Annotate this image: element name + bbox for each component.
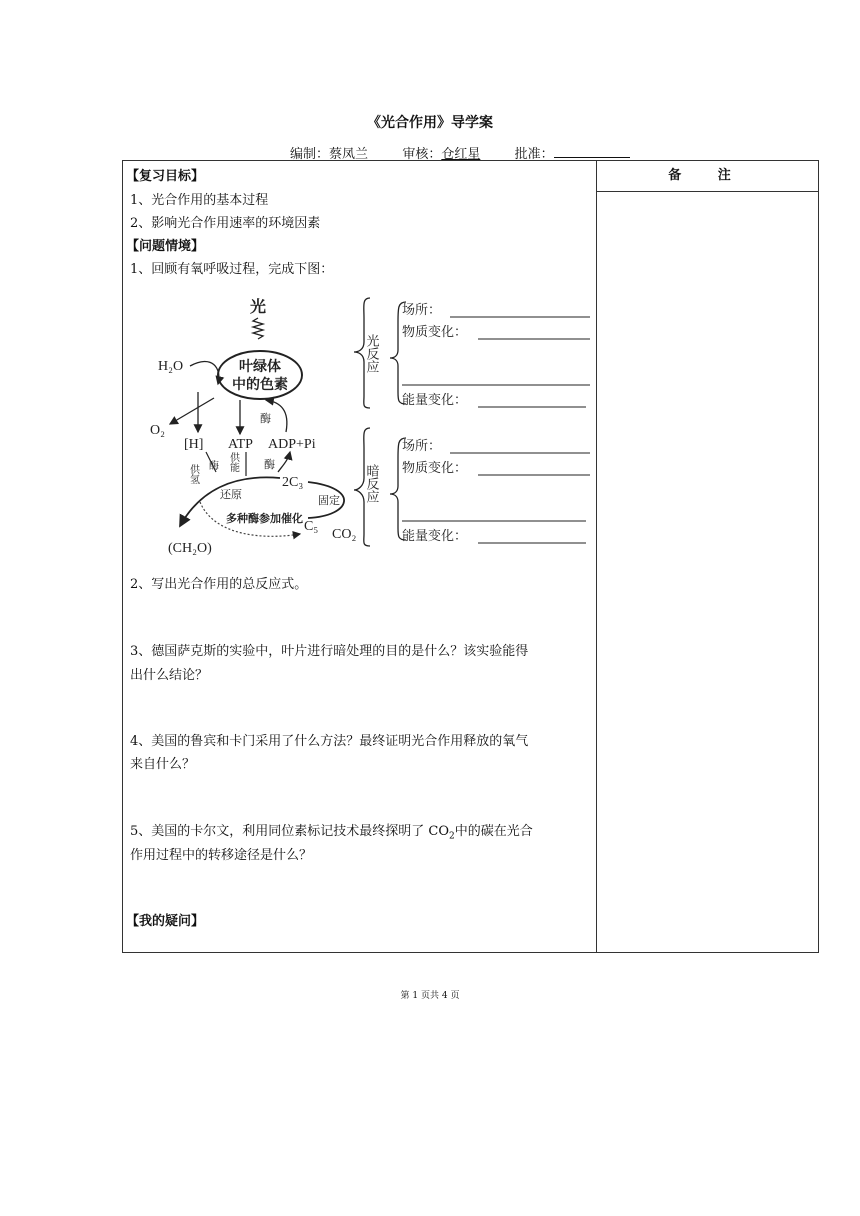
o2-label: O₂	[150, 423, 165, 438]
question-4-line-2: 来自什么？	[130, 757, 196, 772]
c5-label: C₅	[304, 519, 319, 534]
supply-energy-label: 供能	[227, 452, 239, 472]
reviewer-name: 仓红星	[441, 147, 481, 162]
dark-place-label: 场所：	[402, 439, 442, 454]
enzyme-mid-label: 酶	[206, 460, 218, 470]
goal-2: 2、影响光合作用速率的环境因素	[130, 216, 321, 231]
enzyme-bottom-label: 酶	[264, 458, 275, 471]
remark-column	[597, 160, 819, 953]
multi-enzyme-label: 多种酶参加催化	[226, 512, 303, 525]
question-1: 1、回顾有氧呼吸过程，完成下图：	[130, 262, 334, 277]
dark-energy-label: 能量变化：	[402, 529, 468, 544]
light-wave-icon	[253, 318, 263, 339]
approve-blank	[554, 145, 630, 158]
light-reaction-label: 光反应	[364, 334, 380, 373]
page-footer: 第 1 页共 4 页	[400, 991, 460, 1001]
question-5-line-2: 作用过程中的转移途径是什么？	[130, 848, 313, 863]
editor-name: 蔡凤兰	[329, 147, 369, 162]
approve-label: 批准：	[514, 147, 554, 162]
pigment-label-1: 叶绿体	[239, 359, 281, 375]
question-3-line-2: 出什么结论？	[130, 668, 209, 683]
adp-pi-label: ADP+Pi	[268, 437, 316, 452]
question-2: 2、写出光合作用的总反应式。	[130, 577, 308, 592]
supply-hydrogen-label: 供氢	[187, 464, 199, 484]
document-title: 《光合作用》导学案	[367, 115, 493, 131]
light-material-label: 物质变化：	[402, 325, 468, 340]
section-problem-context: 【问题情境】	[126, 239, 205, 254]
h2o-label: H₂O	[158, 359, 184, 374]
section-review-goals: 【复习目标】	[126, 169, 205, 184]
h-label: [H]	[184, 437, 204, 452]
section-my-questions: 【我的疑问】	[126, 914, 205, 929]
photosynthesis-diagram	[140, 288, 596, 560]
editor-label: 编制：	[290, 147, 330, 162]
enzyme-top-label: 酶	[260, 412, 271, 425]
question-3-line-1: 3、德国萨克斯的实验中，叶片进行暗处理的目的是什么？该实验能得	[130, 644, 529, 659]
remark-header: 备 注	[597, 161, 818, 192]
reviewer-label: 审核：	[402, 147, 442, 162]
c3-label: 2C₃	[282, 475, 304, 490]
dark-reaction-label: 暗反应	[364, 464, 380, 503]
reduce-label: 还原	[220, 488, 242, 501]
light-place-label: 场所：	[402, 303, 442, 318]
atp-label: ATP	[228, 437, 253, 452]
light-energy-label: 能量变化：	[402, 393, 468, 408]
question-5-line-1: 5、美国的卡尔文，利用同位素标记技术最终探明了 $CO_2$中的碳在光合	[130, 824, 533, 842]
co2-label: CO₂	[332, 527, 357, 542]
fix-label: 固定	[318, 494, 340, 507]
goal-1: 1、光合作用的基本过程	[130, 193, 269, 208]
pigment-label-2: 中的色素	[232, 377, 288, 393]
ch2o-label: (CH₂O)	[168, 541, 212, 556]
light-label: 光	[250, 297, 267, 316]
question-4-line-1: 4、美国的鲁宾和卡门采用了什么方法？最终证明光合作用释放的氧气	[130, 734, 529, 749]
dark-material-label: 物质变化：	[402, 461, 468, 476]
